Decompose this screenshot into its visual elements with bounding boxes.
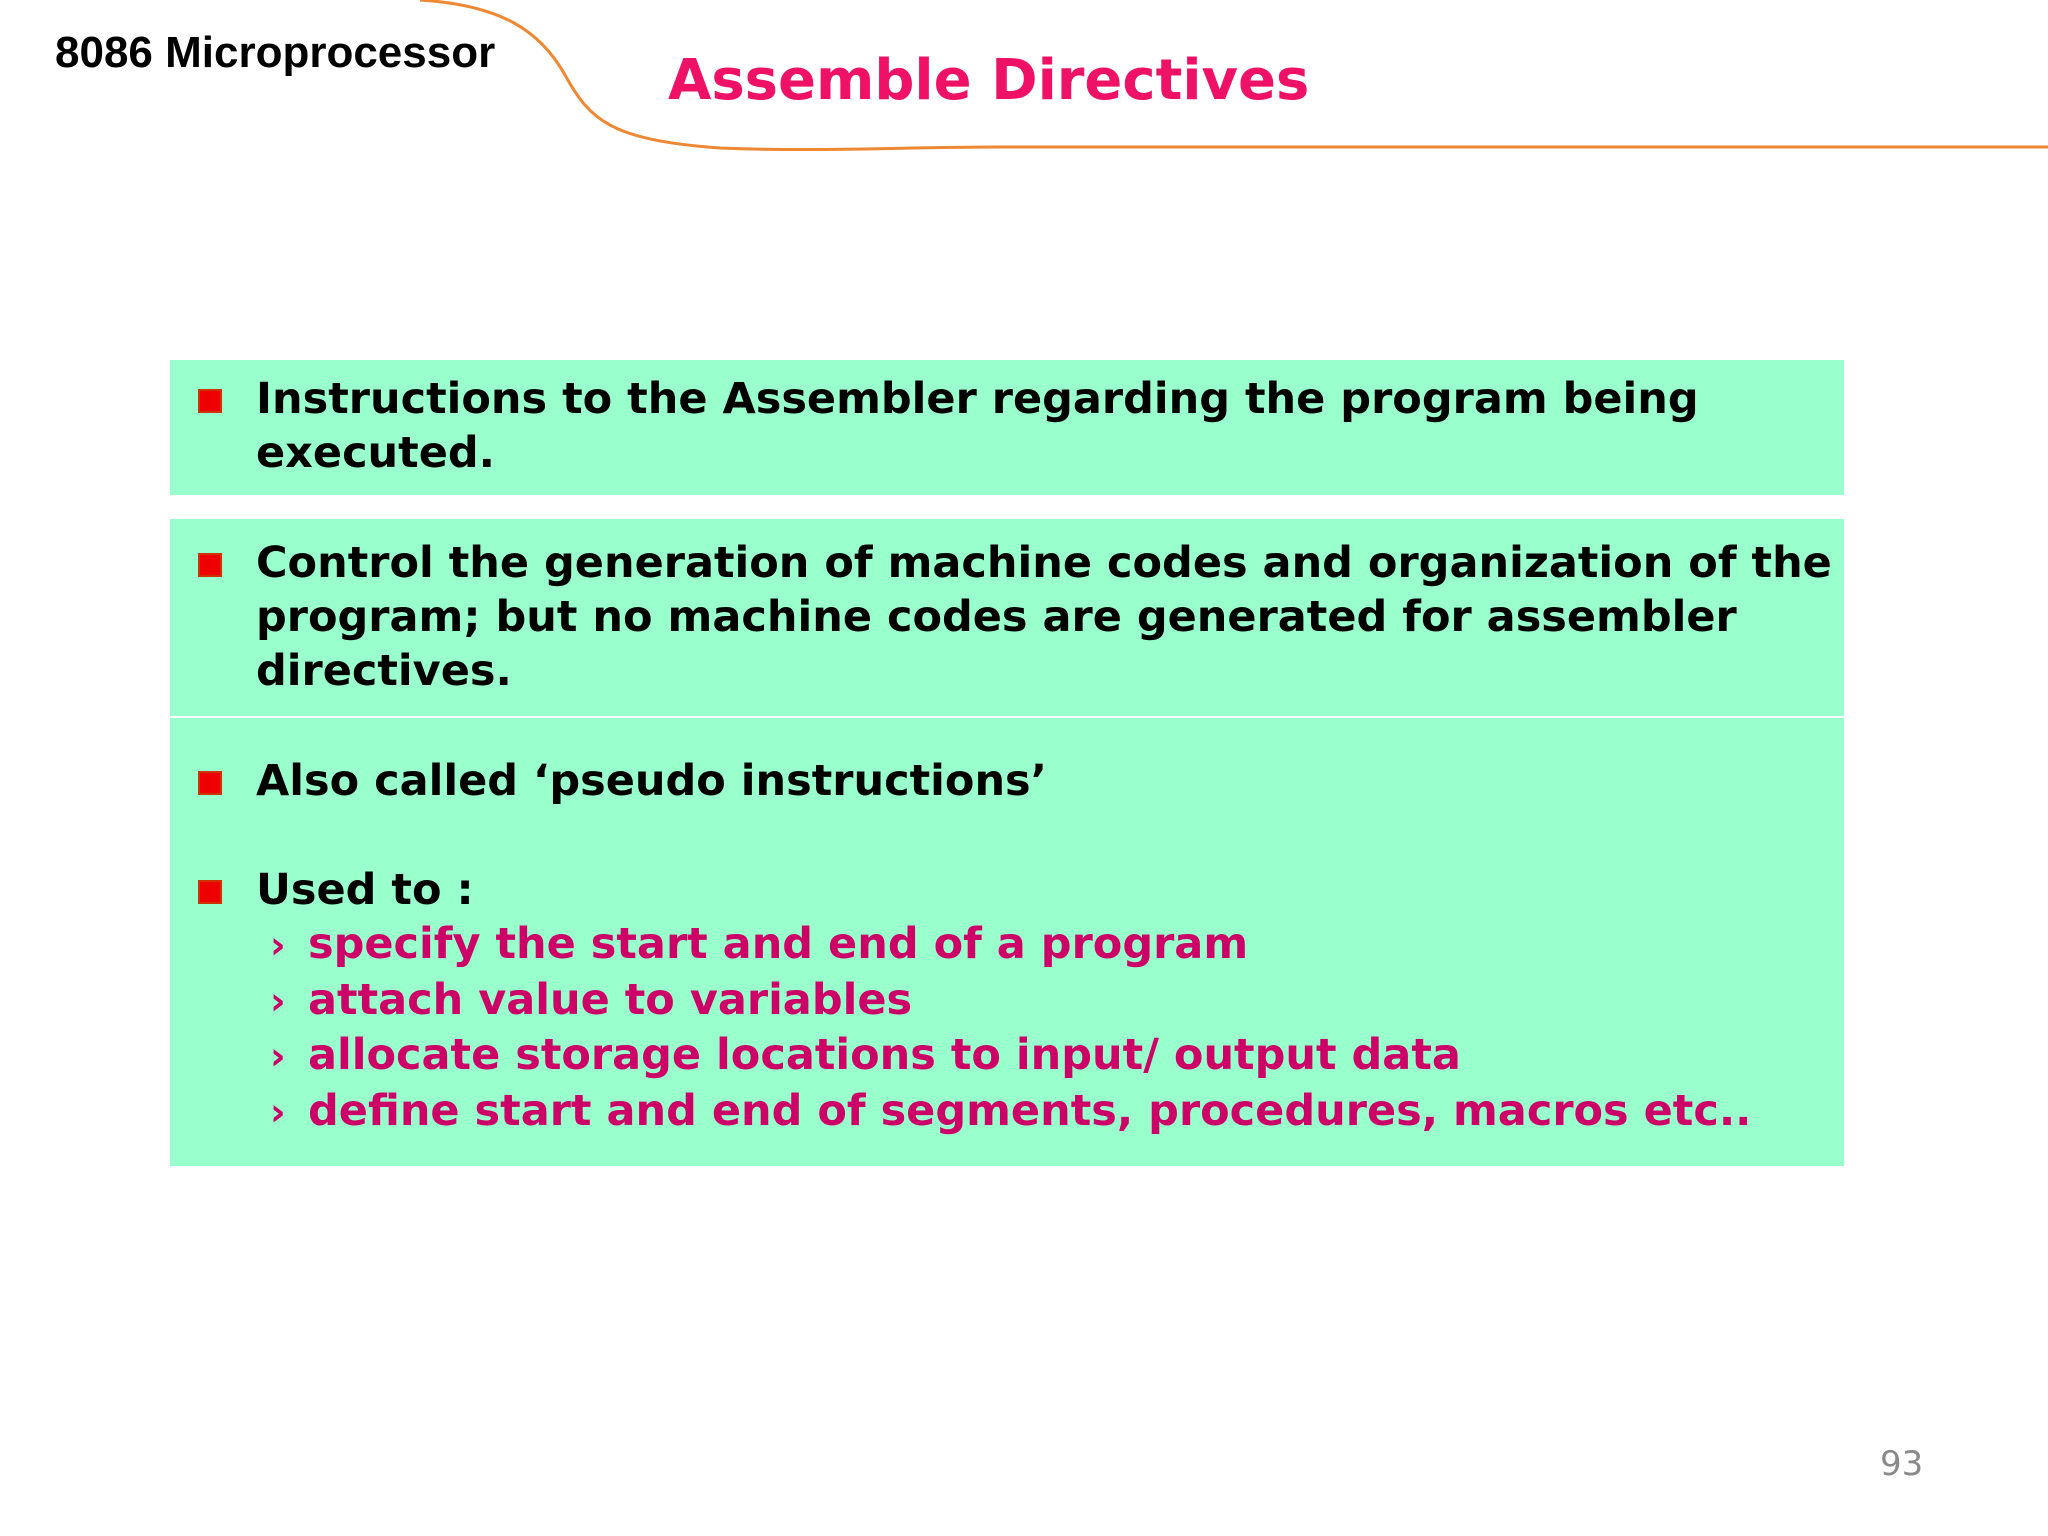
sub-list-item: [270, 973, 1752, 1029]
page-number: 93: [1880, 1444, 1924, 1484]
bullet-text: Instructions to the Assembler regarding the program being executed.: [256, 374, 1699, 478]
bullet-text: Control the generation of machine codes and organization of the program; but no machine codes are generated for assembler directives.: [256, 538, 1832, 696]
bullet-item: [256, 863, 1916, 917]
chevron-right-icon: ›: [270, 1034, 286, 1078]
course-label: 8086 Microprocessor: [55, 28, 496, 77]
square-bullet-icon: [198, 553, 222, 577]
sub-list-item: [270, 1084, 1752, 1140]
square-bullet-icon: [198, 880, 222, 904]
bullet-item: [256, 536, 1916, 698]
sub-item-text: define start and end of segments, procedures, macros etc..: [308, 1085, 1752, 1136]
chevron-right-icon: ›: [270, 923, 286, 967]
sub-list-item: [270, 1028, 1752, 1084]
sub-list: [270, 917, 1752, 1139]
bullet-item: [256, 372, 1916, 480]
bullet-text: Used to :: [256, 865, 474, 915]
bullet-text: Also called ‘pseudo instructions’: [256, 756, 1047, 806]
slide-title: Assemble Directives: [668, 48, 1310, 113]
chevron-right-icon: ›: [270, 978, 286, 1023]
sub-item-text: allocate storage locations to input/ output data: [308, 1030, 1461, 1080]
square-bullet-icon: [198, 771, 222, 795]
square-bullet-icon: [198, 389, 222, 413]
bullet-item: [256, 754, 1916, 808]
chevron-right-icon: ›: [270, 1089, 286, 1134]
sub-item-text: attach value to variables: [308, 974, 913, 1025]
sub-list-item: [270, 917, 1752, 973]
sub-item-text: specify the start and end of a program: [308, 919, 1249, 969]
